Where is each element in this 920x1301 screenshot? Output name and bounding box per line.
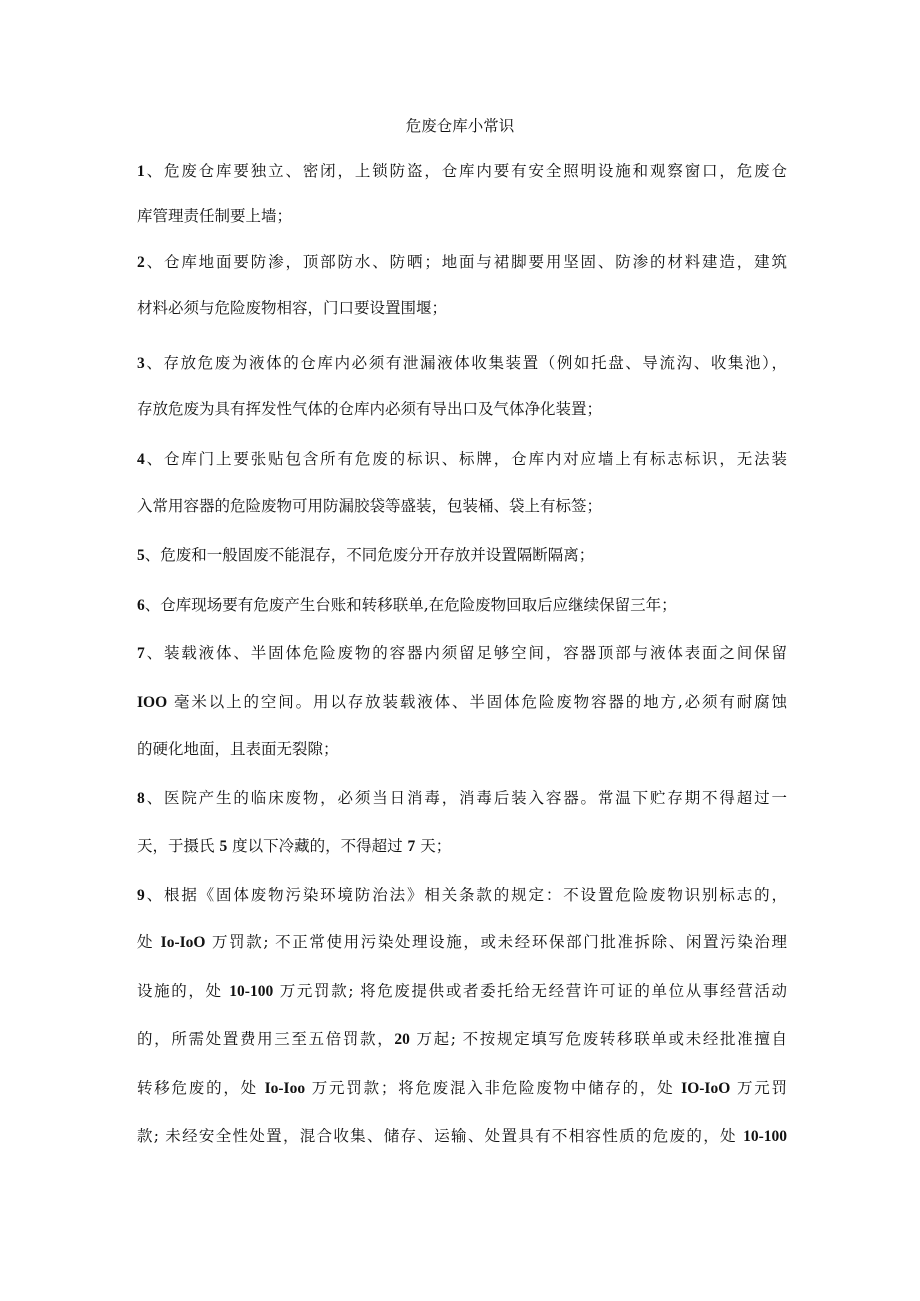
item-9-line-2 bbox=[137, 930, 787, 955]
item-6-line-1 bbox=[137, 593, 787, 618]
item-text: 、危废仓库要独立、密闭，上锁防盗，仓库内要有安全照明设施和观察窗口，危废仓 bbox=[144, 162, 787, 180]
item-9-line-5 bbox=[137, 1076, 787, 1101]
item-text: 度以下冷藏的，不得超过 bbox=[227, 837, 408, 855]
item-9-line-3 bbox=[137, 979, 787, 1004]
item-text: 入常用容器的危险废物可用防漏胶袋等盛装，包装桶、袋上有标签； bbox=[137, 497, 603, 515]
item-text: 、仓库地面要防渗，顶部防水、防晒；地面与裙脚要用坚固、防渗的材料建造，建筑 bbox=[144, 253, 787, 271]
item-number-inline: Io-Ioo bbox=[264, 1080, 306, 1097]
item-9-line-6 bbox=[137, 1124, 787, 1149]
item-number: 1 bbox=[137, 163, 145, 180]
item-number-inline: 5 bbox=[219, 838, 228, 855]
item-number-inline: IO-IoO bbox=[681, 1080, 731, 1097]
item-1-line-2 bbox=[137, 204, 787, 228]
item-1-line-1 bbox=[137, 159, 787, 184]
item-text: 转移危废的，处 bbox=[137, 1079, 265, 1097]
item-text: 天，于摄氏 bbox=[137, 837, 220, 855]
item-number-inline: 7 bbox=[407, 838, 416, 855]
item-8-line-2 bbox=[137, 834, 787, 859]
item-text: 万罚款; 不正常使用污染处理设施，或未经环保部门批准拆除、闲置污染治理 bbox=[205, 933, 787, 951]
item-number: 4 bbox=[137, 451, 145, 468]
item-7-line-2 bbox=[137, 690, 787, 715]
item-number: 3 bbox=[137, 355, 145, 372]
item-text: 万元罚 bbox=[730, 1079, 787, 1097]
item-7-line-1 bbox=[137, 641, 787, 666]
item-number: 6 bbox=[137, 597, 145, 614]
item-text: 库管理责任制要上墙； bbox=[137, 207, 293, 225]
item-5-line-1 bbox=[137, 543, 787, 568]
item-text: 处 bbox=[137, 933, 161, 951]
item-text: 万元罚款；将危废混入非危险废物中储存的，处 bbox=[305, 1079, 682, 1097]
item-2-line-2 bbox=[137, 296, 787, 320]
item-4-line-2 bbox=[137, 494, 787, 518]
item-text: 、根据《固体废物污染环境防治法》相关条款的规定：不设置危险废物识别标志的， bbox=[144, 886, 787, 904]
item-4-line-1 bbox=[137, 447, 787, 472]
item-text: 、存放危废为液体的仓库内必须有泄漏液体收集装置（例如托盘、导流沟、收集池）， bbox=[144, 354, 787, 372]
item-text: 设施的，处 bbox=[137, 982, 230, 1000]
item-text: 天； bbox=[415, 837, 452, 855]
item-text: 存放危废为具有挥发性气体的仓库内必须有导出口及气体净化装置； bbox=[137, 400, 603, 418]
item-number-inline: 20 bbox=[394, 1031, 410, 1048]
document-title: 危废仓库小常识 bbox=[405, 117, 515, 135]
item-7-line-3 bbox=[137, 737, 787, 761]
item-text: 款; 未经安全性处置，混合收集、储存、运输、处置具有不相容性质的危废的，处 bbox=[137, 1127, 744, 1145]
item-text: 、医院产生的临床废物，必须当日消毒，消毒后装入容器。常温下贮存期不得超过一 bbox=[144, 789, 787, 807]
item-3-line-1 bbox=[137, 351, 787, 376]
item-2-line-1 bbox=[137, 250, 787, 275]
item-number-inline: 10-100 bbox=[743, 1128, 787, 1145]
item-text: 、仓库现场要有危废产生台账和转移联单,在危险废物回取后应继续保留三年； bbox=[144, 596, 677, 614]
item-text: 、危废和一般固废不能混存，不同危废分开存放并设置隔断隔离； bbox=[144, 546, 595, 564]
item-9-line-1 bbox=[137, 883, 787, 908]
item-number: 9 bbox=[137, 887, 145, 904]
item-3-line-2 bbox=[137, 397, 787, 421]
item-text: 万元罚款; 将危废提供或者委托给无经营许可证的单位从事经营活动 bbox=[273, 982, 787, 1000]
item-text: 的硬化地面，且表面无裂隙； bbox=[137, 740, 339, 758]
item-text: 、仓库门上要张贴包含所有危废的标识、标牌，仓库内对应墙上有标志标识，无法装 bbox=[144, 450, 787, 468]
item-9-line-4 bbox=[137, 1027, 787, 1052]
item-text: 万起; 不按规定填写危废转移联单或未经批准擅自 bbox=[409, 1030, 787, 1048]
item-text: 材料必须与危险废物相容，门口要设置围堰； bbox=[137, 299, 448, 317]
item-number-inline: IOO bbox=[137, 694, 168, 711]
item-number: 2 bbox=[137, 254, 145, 271]
item-number: 5 bbox=[137, 547, 145, 564]
item-text: 的，所需处置费用三至五倍罚款， bbox=[137, 1030, 395, 1048]
item-number: 8 bbox=[137, 790, 145, 807]
item-number-inline: 10-100 bbox=[229, 983, 274, 1000]
item-8-line-1 bbox=[137, 786, 787, 811]
item-text: 、装载液体、半固体危险废物的容器内须留足够空间，容器顶部与液体表面之间保留 bbox=[144, 644, 787, 662]
item-text: 毫米以上的空间。用以存放装载液体、半固体危险废物容器的地方,必须有耐腐蚀 bbox=[167, 693, 787, 711]
item-number: 7 bbox=[137, 645, 145, 662]
item-number-inline: Io-IoO bbox=[160, 934, 206, 951]
